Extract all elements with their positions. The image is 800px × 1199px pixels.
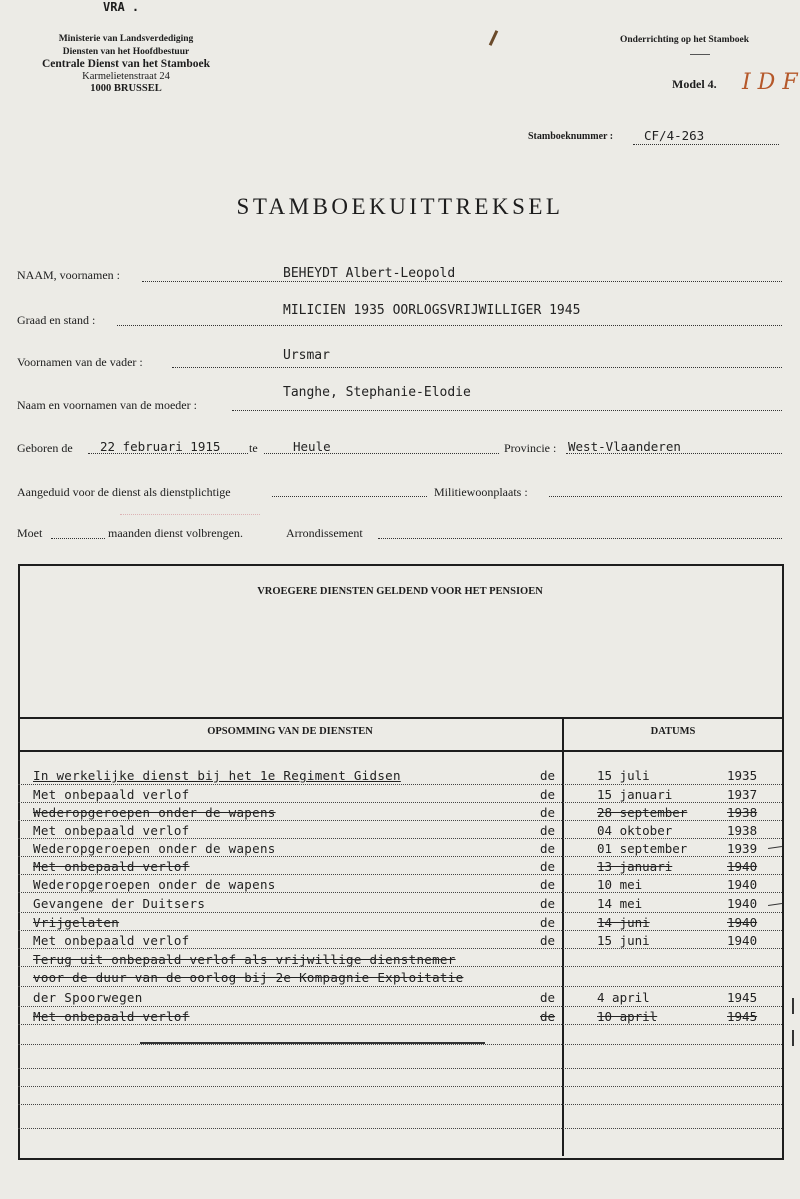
row-divider [18,930,782,931]
table-row-de: de [540,915,556,930]
vader-line [172,356,782,368]
table-row-service-long: voor de duur van de oorlog bij 2e Kompagnie Exploitatie [33,970,464,985]
table-row-service: Wederopgeroepen onder de wapens [33,805,276,820]
ministry-line3: Centrale Dienst van het Stamboek [41,58,211,70]
table-row-de: de [540,990,556,1005]
table-row-year: 1945 [727,1009,758,1024]
table-row-year: 1937 [727,787,758,802]
geboren-label: Geboren de [17,441,73,455]
row-divider [18,948,782,949]
table-row-service: In werkelijke dienst bij het 1e Regiment Gidsen [33,768,401,783]
table-row-year: 1940 [727,933,758,948]
model-number: Model 4. [672,77,717,91]
row-divider [18,1024,782,1025]
row-divider [18,1104,782,1105]
provincie-value: West-Vlaanderen [568,439,681,454]
ministry-block [20,33,232,96]
table-row-service: Gevangene der Duitsers [33,896,206,911]
table-row-service: Wederopgeroepen onder de wapens [33,841,276,856]
table-row-year: 1945 [727,990,758,1005]
right-header-title: Onderrichting op het Stamboek [620,35,750,45]
naam-value: BEHEYDT Albert-Leopold [283,266,456,281]
table-row-year: 1938 [727,823,758,838]
table-row-year: 1938 [727,805,758,820]
arrondissement-label: Arrondissement [286,526,363,540]
naam-label: NAAM, voornamen : [17,268,120,282]
table-row-service: Met onbepaald verlof [33,1009,190,1024]
graad-label: Graad en stand : [17,313,96,327]
table-row-date: 4 april [597,990,650,1005]
handwritten-annotation: I D F [742,70,798,95]
row-divider [18,1006,782,1007]
table-row-year: 1940 [727,877,758,892]
table-row-de: de [540,859,556,874]
col-header-dates: DATUMS [650,726,696,737]
moet-line [51,528,105,539]
row-divider [18,1086,782,1087]
table-row-de: de [540,805,556,820]
graad-value: MILICIEN 1935 OORLOGSVRIJWILLIGER 1945 [283,303,581,318]
row-divider [18,1044,782,1045]
stamboeknummer-row [528,131,613,142]
table-row-date: 13 januari [597,859,673,874]
geboren-value: 22 februari 1915 [100,439,221,454]
arrondissement-line [378,528,782,539]
moet-label: Moet [17,526,43,540]
table-row-date: 14 juni [597,915,650,930]
table-row-date: 15 juni [597,933,650,948]
table-row-de: de [540,933,556,948]
ministry-line1: Ministerie van Landsverdediging [58,34,194,44]
ministry-line2: Diensten van het Hoofdbestuur [62,46,190,57]
table-row-service-long: der Spoorwegen [33,990,143,1005]
table-row-date: 15 januari [597,787,673,802]
table-row-service-long: Terug uit onbepaald verlof als vrijwillige dienstnemer [33,952,456,967]
table-row-date: 10 mei [597,877,643,892]
table-row-service: Met onbepaald verlof [33,859,190,874]
row-divider [18,986,782,987]
table-row-date: 28 september [597,805,688,820]
table-row-de: de [540,768,556,783]
table-row-year: 1939 [727,841,758,856]
moeder-label: Naam en voornamen van de moeder : [17,398,197,412]
row-divider [18,892,782,893]
pen-mark [792,1030,794,1046]
row-divider [18,838,782,839]
stamboeknummer-value: CF/4-263 [644,128,705,143]
table-row-de: de [540,1009,556,1024]
naam-line [142,270,782,282]
moeder-value: Tanghe, Stephanie-Elodie [283,385,471,400]
row-divider [18,912,782,913]
moet-text: maanden dienst volbrengen. [108,526,243,540]
table-row-date: 01 september [597,841,688,856]
row-divider [18,856,782,857]
col-header-services: OPSOMMING VAN DE DIENSTEN [207,726,373,737]
ministry-line5: 1000 BRUSSEL [90,83,162,94]
row-divider [18,802,782,803]
table-row-date: 14 mei [597,896,643,911]
aangeduid-line [272,486,427,497]
table-top-title: VROEGERE DIENSTEN GELDEND VOOR HET PENSIOEN [257,586,543,597]
table-row-year: 1940 [727,915,758,930]
row-divider [18,1068,782,1069]
ink-mark [489,30,498,46]
table-row-service: Met onbepaald verlof [33,933,190,948]
te-label: te [249,441,258,455]
table-row-date: 04 oktober [597,823,673,838]
table-header-top-line [18,717,782,719]
table-row-service: Wederopgeroepen onder de wapens [33,877,276,892]
typed-underline [140,1042,485,1044]
moeder-line [232,399,782,411]
vader-value: Ursmar [283,348,330,363]
te-value: Heule [293,439,331,454]
table-header-bottom-line [18,750,782,752]
table-row-service: Vrijgelaten [33,915,120,930]
vader-label: Voornamen van de vader : [17,355,143,369]
table-row-de: de [540,787,556,802]
provincie-label: Provincie : [504,441,557,455]
table-row-de: de [540,841,556,856]
table-row-year: 1940 [727,859,758,874]
pen-mark [792,998,794,1014]
row-divider [18,1128,782,1129]
militie-line [549,486,782,497]
ministry-line4: Karmelietenstraat 24 [82,70,170,82]
aangeduid-label: Aangeduid voor de dienst als dienstplichtige [17,485,231,499]
table-row-year: 1940 [727,896,758,911]
divider [690,54,710,55]
table-row-de: de [540,896,556,911]
table-row-year: 1935 [727,768,758,783]
page-title: STAMBOEKUITTREKSEL [236,194,564,219]
militie-label: Militiewoonplaats : [434,485,528,499]
table-row-date: 15 juli [597,768,650,783]
row-divider [18,820,782,821]
table-row-service: Met onbepaald verlof [33,787,190,802]
top-stamp: VRA . [103,0,140,14]
pink-smudge [120,514,260,525]
row-divider [18,784,782,785]
table-row-de: de [540,877,556,892]
table-row-de: de [540,823,556,838]
row-divider [18,874,782,875]
stamboeknummer-label: Stamboeknummer : [528,131,614,142]
table-row-service: Met onbepaald verlof [33,823,190,838]
table-row-date: 10 april [597,1009,658,1024]
